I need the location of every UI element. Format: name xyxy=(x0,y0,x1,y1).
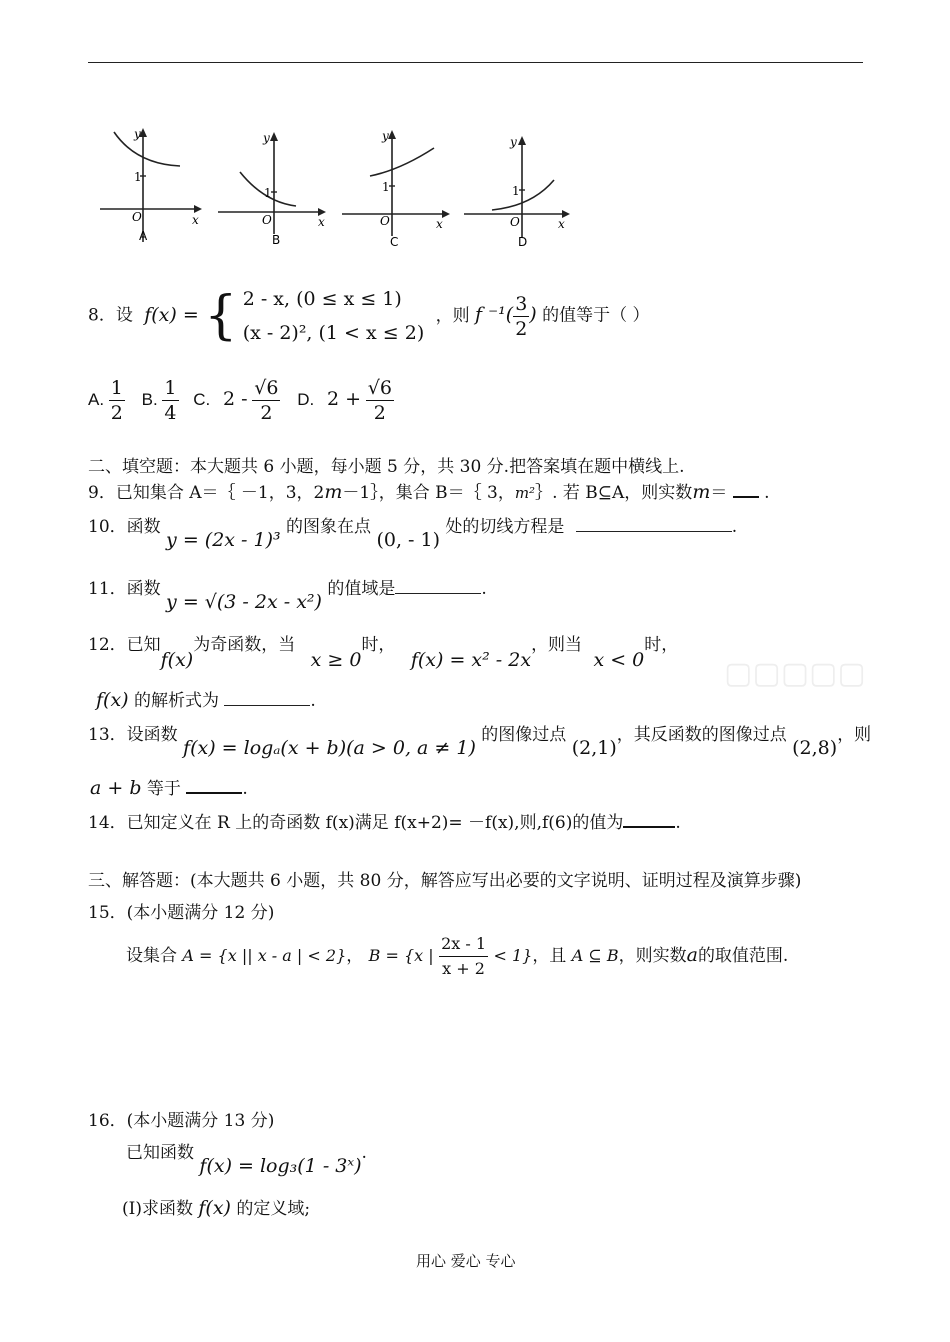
graph-c-one: 1 xyxy=(382,180,390,194)
graph-d-one: 1 xyxy=(512,184,520,198)
graph-c-origin: O xyxy=(380,214,390,228)
graph-a-x: x xyxy=(192,213,199,227)
q12-part-c: 时， xyxy=(361,635,396,655)
q11-answer-blank[interactable] xyxy=(395,593,481,594)
q12-fx: f(x) xyxy=(160,649,194,671)
graph-a xyxy=(96,124,206,246)
q13-point-1: (2,1) xyxy=(571,737,617,759)
q16-function: f(x) = log₃(1 - 3ˣ) xyxy=(199,1155,362,1177)
q9-part-d: ＝ xyxy=(710,483,728,503)
q10-point: (0, - 1) xyxy=(376,529,440,551)
graph-c-y: y xyxy=(382,129,389,143)
question-10 xyxy=(88,512,738,551)
q14-text: 14．已知定义在 R 上的奇函数 f(x)满足 f(x+2)= －f(x),则,f(6)的值为 xyxy=(88,813,624,833)
q9-m1: m xyxy=(324,481,343,503)
q16-part1-pre: (Ⅰ)求函数 xyxy=(122,1199,193,1219)
q15-set-b-pre: B = {x | xyxy=(368,946,434,965)
q11-part-a: 11．函数 xyxy=(88,579,161,599)
q8-tail: 的值等于（ ） xyxy=(542,305,650,326)
q12-part-e: 时， xyxy=(644,635,679,655)
graph-b-y: y xyxy=(263,131,270,145)
q8-frac: $\frac{3}{2}$ xyxy=(515,292,528,340)
q9-m3: m xyxy=(692,481,711,503)
q8-option-d-label: D. xyxy=(297,389,315,409)
q12-answer-blank[interactable] xyxy=(224,705,310,706)
q12-part-d: ，则当 xyxy=(531,635,583,655)
question-9 xyxy=(88,478,770,503)
q13-part-b: 的图像过点 xyxy=(481,725,567,745)
q9-part-c: ｝. 若 B⊆A，则实数 xyxy=(535,483,693,503)
q9-answer-blank[interactable] xyxy=(733,496,759,498)
q12-cond-2: x < 0 xyxy=(593,649,645,671)
q14-answer-blank[interactable] xyxy=(623,826,675,828)
q8-option-a-label: A. xyxy=(88,389,105,409)
q9-m2: m² xyxy=(514,484,536,502)
q12-line2-text: 的解析式为 xyxy=(133,691,219,711)
q8-inverse: f ⁻¹( xyxy=(475,303,514,326)
q10-part-a: 10．函数 xyxy=(88,517,161,537)
q10-part-c: 处的切线方程是 xyxy=(445,517,565,537)
question-12 xyxy=(88,630,679,671)
q8-f-lhs: f(x) = xyxy=(144,303,199,326)
graph-a-origin: O xyxy=(132,210,142,224)
q13-part-a: 13．设函数 xyxy=(88,725,178,745)
question-15 xyxy=(126,932,788,981)
q8-mid: ，则 xyxy=(435,305,470,326)
q15-part-b: ， xyxy=(346,946,364,966)
q11-part-b: 的值域是 xyxy=(327,579,396,599)
section-2-heading: 二、填空题：本大题共 6 小题，每小题 5 分，共 30 分.把答案填在题中横线上. xyxy=(88,457,685,477)
q8-option-d-pre: 2 + xyxy=(326,387,362,410)
q9-part-b: －1｝，集合 B＝｛ 3， xyxy=(342,483,515,503)
graph-a-label: A xyxy=(139,229,148,243)
graph-a-y: y xyxy=(134,127,141,141)
q9-end: . xyxy=(764,483,770,503)
q15-part-d: ，则实数 xyxy=(618,946,687,966)
q8-option-c-pre: 2 - xyxy=(222,387,248,410)
q15-set-b-post: < 1} xyxy=(493,946,533,965)
q12-line2-fx: f(x) xyxy=(96,689,129,711)
q12-cond-1: x ≥ 0 xyxy=(310,649,362,671)
q16-part-1 xyxy=(122,1194,310,1219)
q8-piece-1: 2 - x, (0 ≤ x ≤ 1) xyxy=(242,288,402,310)
graph-b-one: 1 xyxy=(264,186,272,200)
q13-point-2: (2,8) xyxy=(792,737,838,759)
q11-function: y = √(3 - 2x - x²) xyxy=(166,591,322,613)
q13-part-d: ，则 xyxy=(837,725,872,745)
q10-part-b: 的图象在点 xyxy=(286,517,372,537)
graph-b-origin: O xyxy=(262,213,272,227)
section-3-heading: 三、解答题：(本大题共 6 小题，共 80 分，解答应写出必要的文字说明、证明过程及演算步骤) xyxy=(88,871,802,891)
graph-c-label: C xyxy=(390,235,399,249)
q8-pieces xyxy=(243,282,425,350)
q8-inverse-close: ) xyxy=(529,303,537,326)
question-16 xyxy=(126,1138,367,1177)
q12-part-b: 为奇函数，当 xyxy=(193,635,296,655)
q8-brace: { xyxy=(204,286,238,346)
q8-number: 8．设 xyxy=(88,305,133,326)
q13-function: f(x) = logₐ(x + b)(a > 0, a ≠ 1) xyxy=(183,737,476,759)
q16-part-a: 已知函数 xyxy=(126,1143,194,1163)
question-11 xyxy=(88,574,487,613)
q14-end: . xyxy=(675,813,681,833)
watermark: ▢▢▢▢▢ xyxy=(724,656,866,691)
q16-part1-fx: f(x) xyxy=(198,1197,231,1219)
q10-end: . xyxy=(731,517,738,537)
graph-b xyxy=(216,124,332,246)
question-14 xyxy=(88,808,681,833)
q10-answer-blank[interactable] xyxy=(576,531,732,532)
q15-part-a: 设集合 xyxy=(126,946,177,966)
q8-option-b-label: B. xyxy=(141,389,158,409)
q15-subset: A ⊆ B xyxy=(571,946,619,965)
graph-d-x: x xyxy=(558,217,565,231)
q10-function: y = (2x - 1)³ xyxy=(166,529,281,551)
graph-b-label: B xyxy=(272,233,281,246)
q11-end: . xyxy=(481,579,487,599)
q16-part1-post: 的定义域; xyxy=(236,1199,311,1219)
q8-option-c-label: C. xyxy=(193,389,211,409)
question-13 xyxy=(88,720,872,759)
question-13-line-2 xyxy=(90,774,248,799)
q8-piece-2: (x - 2)², (1 < x ≤ 2) xyxy=(242,322,425,344)
q15-heading: 15．(本小题满分 12 分) xyxy=(88,903,275,923)
q12-expression: f(x) = x² - 2x xyxy=(410,649,532,671)
graph-d-label: D xyxy=(518,235,528,249)
q8-options xyxy=(88,376,394,425)
q13-part-e: 等于 xyxy=(146,779,181,799)
q13-part-c: ，其反函数的图像过点 xyxy=(616,725,787,745)
q16-dot: . xyxy=(361,1143,367,1163)
graph-d-y: y xyxy=(510,135,517,149)
page-footer: 用心 爱心 专心 xyxy=(416,1252,516,1270)
graph-d xyxy=(462,132,578,252)
q8-option-c: $\frac{√6}{2}$ xyxy=(254,377,279,424)
graph-d-origin: O xyxy=(510,215,520,229)
q15-part-c: ，且 xyxy=(532,946,567,966)
graph-c xyxy=(340,124,456,250)
question-8 xyxy=(88,282,650,350)
q13-ab: a + b xyxy=(90,777,142,799)
graph-a-one: 1 xyxy=(134,170,142,184)
q12-part-a: 12．已知 xyxy=(88,635,161,655)
header-rule xyxy=(88,62,863,63)
q8-option-b: $\frac{1}{4}$ xyxy=(164,377,177,424)
graph-b-x: x xyxy=(318,215,325,229)
q13-end: . xyxy=(242,779,248,799)
question-12-line-2 xyxy=(96,686,316,711)
q15-part-e: 的取值范围. xyxy=(697,946,789,966)
q13-answer-blank[interactable] xyxy=(186,792,242,794)
q9-part-a: 9．已知集合 A＝｛ －1，3，2 xyxy=(88,483,325,503)
q8-option-d: $\frac{√6}{2}$ xyxy=(367,377,392,424)
q15-set-a: A = {x || x - a | < 2} xyxy=(182,946,347,965)
q15-set-b-frac: $\frac{2x - 1}{x + 2}$ xyxy=(441,934,487,978)
q15-a: a xyxy=(686,944,698,966)
q16-heading: 16．(本小题满分 13 分) xyxy=(88,1111,275,1131)
graph-c-x: x xyxy=(436,217,443,231)
q12-end: . xyxy=(310,691,316,711)
q8-option-a: $\frac{1}{2}$ xyxy=(110,377,123,424)
